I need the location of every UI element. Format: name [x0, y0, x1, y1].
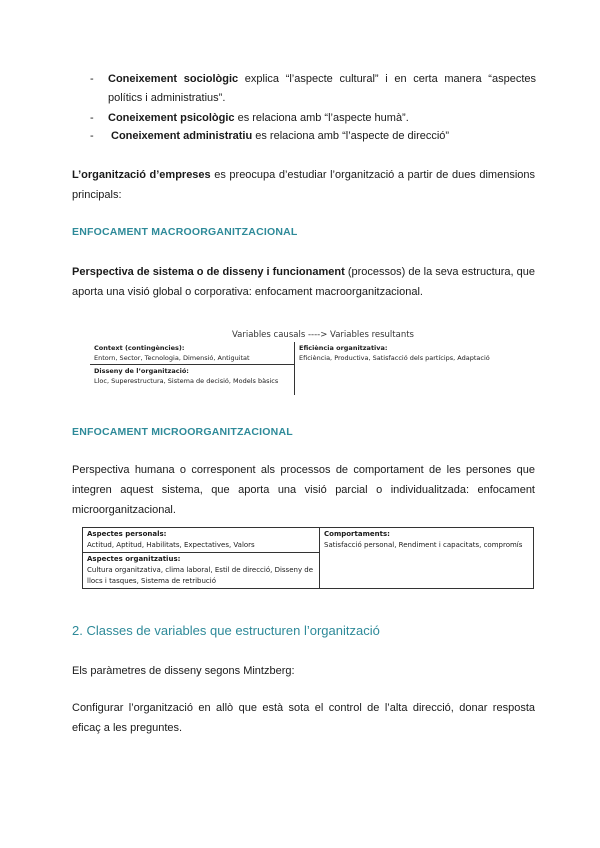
macro-table: [90, 342, 520, 395]
micro-paragraph: Perspectiva humana o corresponent als processos de comportament de les persones que integren aquest sistema, que aporta una visió parcial o individualitzada: enfocament microorganitzacional.: [72, 464, 535, 516]
cell-text: Actitud, Aptitud, Habilitats, Expectatives, Valors: [87, 541, 255, 549]
micro-cell-organisational: [83, 553, 320, 589]
bullet-term: Coneixement administratiu: [111, 130, 253, 142]
micro-cell-behaviour: [320, 528, 534, 589]
macro-table-caption: Variables causals ----> Variables resultants: [232, 330, 414, 340]
cell-title: Context (contingències):: [94, 344, 185, 352]
bullet-term: Coneixement psicològic: [108, 112, 235, 124]
cell-title: Eficiència organitzativa:: [299, 344, 388, 352]
bullet-dash: -: [90, 130, 94, 142]
cell-text: Cultura organitzativa, clima laboral, Estil de direcció, Disseny de llocs i tasques, Sistema de retribució: [87, 566, 314, 585]
micro-table: [82, 527, 534, 589]
cell-title: Disseny de l’organització:: [94, 367, 189, 375]
section-paragraph-1: Els paràmetres de disseny segons Mintzberg:: [72, 665, 295, 677]
cell-text: Eficiència, Productiva, Satisfacció dels partícips, Adaptació: [299, 354, 490, 362]
bullet-text: es relaciona amb “l’aspecte humà”.: [234, 112, 409, 124]
cell-text: Entorn, Sector, Tecnologia, Dimensió, Antiguitat: [94, 354, 250, 362]
cell-title: Aspectes personals:: [87, 530, 167, 538]
macro-cell-efficiency: [295, 342, 521, 395]
bullet-dash: -: [90, 73, 94, 85]
macro-cell-context: [90, 342, 295, 365]
bullet-term: Coneixement sociològic: [108, 73, 239, 85]
intro-term: L’organització d’empreses: [72, 169, 211, 181]
macro-text: (processos) de la seva estructura, que aporta una visió global o corporativa: enfocament macroorganitzacional.: [72, 266, 535, 298]
intro-paragraph: [72, 165, 535, 205]
macro-term: Perspectiva de sistema o de disseny i funcionament: [72, 266, 345, 278]
section-paragraph-2: Configurar l’organització en allò que està sota el control de l’alta direcció, donar resposta eficaç a les preguntes.: [72, 702, 535, 734]
macro-heading: ENFOCAMENT MACROORGANITZACIONAL: [72, 226, 298, 238]
bullet-dash: -: [90, 112, 94, 124]
cell-text: Satisfacció personal, Rendiment i capacitats, compromís: [324, 541, 523, 549]
micro-heading: ENFOCAMENT MICROORGANITZACIONAL: [72, 426, 293, 438]
section-heading: 2. Classes de variables que estructuren l’organització: [72, 623, 380, 638]
intro-text: es preocupa d’estudiar l’organització a partir de dues dimensions principals:: [72, 169, 536, 201]
macro-paragraph: [72, 262, 535, 302]
bullet-text: explica “l’aspecte cultural” i en certa manera “aspectes: [238, 73, 536, 85]
macro-cell-design: [90, 365, 295, 396]
cell-title: Comportaments:: [324, 530, 390, 538]
cell-text: Lloc, Superestructura, Sistema de decisió, Models bàsics: [94, 377, 279, 385]
bullet-text-line2: polítics i administratius”.: [108, 92, 226, 104]
micro-cell-personal: [83, 528, 320, 553]
cell-title: Aspectes organitzatius:: [87, 555, 181, 563]
bullet-text: es relaciona amb “l’aspecte de direcció”: [252, 130, 450, 142]
